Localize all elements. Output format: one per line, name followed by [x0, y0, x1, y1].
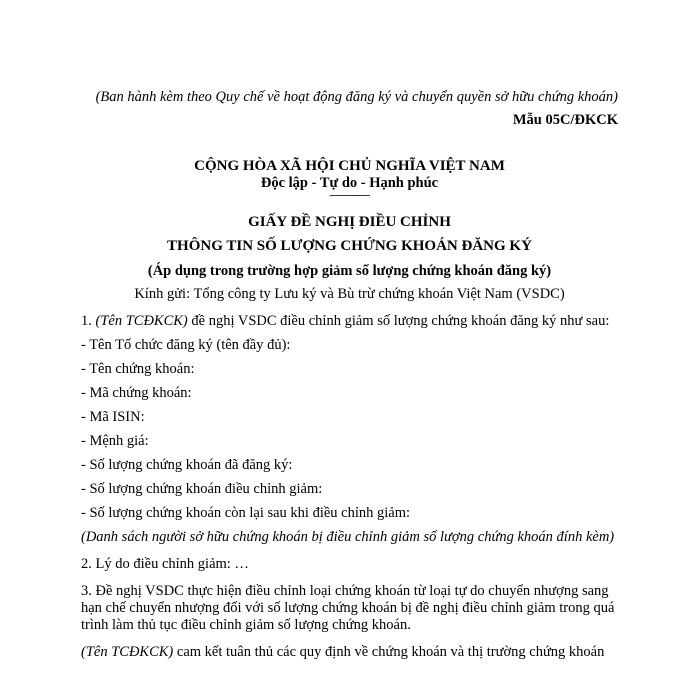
- document-title: GIẤY ĐỀ NGHỊ ĐIỀU CHỈNH: [248, 214, 451, 230]
- field-par-value: - Mệnh giá:: [81, 433, 149, 449]
- document-body: [81, 89, 618, 661]
- document-subtitle: (Áp dụng trong trường hợp giảm số lượng chứng khoán đăng ký): [147, 263, 552, 279]
- field-list: [81, 337, 618, 522]
- nation-name: CỘNG HÒA XÃ HỘI CHỦ NGHĨA VIỆT NAM: [194, 158, 505, 174]
- issuance-note: (Ban hành kèm theo Quy chế về hoạt động đăng ký và chuyển quyền sở hữu chứng khoán): [95, 89, 618, 105]
- section-2-paragraph: 2. Lý do điều chỉnh giảm: …: [81, 556, 249, 572]
- field-registered-quantity: - Số lượng chứng khoán đã đăng ký:: [81, 457, 293, 473]
- form-code: Mẫu 05C/ĐKCK: [512, 112, 618, 128]
- commitment-text: cam kết tuân thủ các quy định về chứng khoán và thị trường chứng khoán: [173, 644, 605, 660]
- document-title-line2: THÔNG TIN SỐ LƯỢNG CHỨNG KHOÁN ĐĂNG KÝ: [167, 238, 532, 254]
- section-1-paragraph: [81, 313, 618, 330]
- field-registrant-name: - Tên Tổ chức đăng ký (tên đầy đủ):: [81, 337, 291, 353]
- field-security-code: - Mã chứng khoán:: [81, 385, 192, 401]
- section-3-paragraph: 3. Đề nghị VSDC thực hiện điều chỉnh loại chứng khoán từ loại tự do chuyển nhượng sang hạn chế chuyển nhượng đối với số lượng chứng khoán bị đề nghị điều chỉnh giảm trong quá trình làm thủ tục điều chỉnh giảm số lượng chứng khoán.: [81, 583, 615, 633]
- nation-motto: Độc lập - Tự do - Hạnh phúc: [260, 175, 439, 191]
- commitment-entity: (Tên TCĐKCK): [81, 644, 174, 660]
- recipient-line: Kính gửi: Tổng công ty Lưu ký và Bù trừ chứng khoán Việt Nam (VSDC): [134, 286, 565, 302]
- field-security-name: - Tên chứng khoán:: [81, 361, 195, 377]
- commitment-paragraph: [81, 644, 618, 661]
- section-1-text: đề nghị VSDC điều chỉnh giảm số lượng chứng khoán đăng ký như sau:: [187, 313, 610, 329]
- section-1-number: 1.: [81, 313, 96, 329]
- holders-list-note: (Danh sách người sở hữu chứng khoán bị điều chỉnh giảm số lượng chứng khoán đính kèm): [81, 529, 615, 545]
- motto-divider: ---------------: [329, 189, 370, 201]
- field-isin: - Mã ISIN:: [81, 409, 145, 425]
- field-reduced-quantity: - Số lượng chứng khoán điều chỉnh giảm:: [81, 481, 323, 497]
- field-remaining-quantity: - Số lượng chứng khoán còn lại sau khi điều chỉnh giảm:: [81, 505, 411, 521]
- section-1-entity: (Tên TCĐKCK): [95, 313, 188, 329]
